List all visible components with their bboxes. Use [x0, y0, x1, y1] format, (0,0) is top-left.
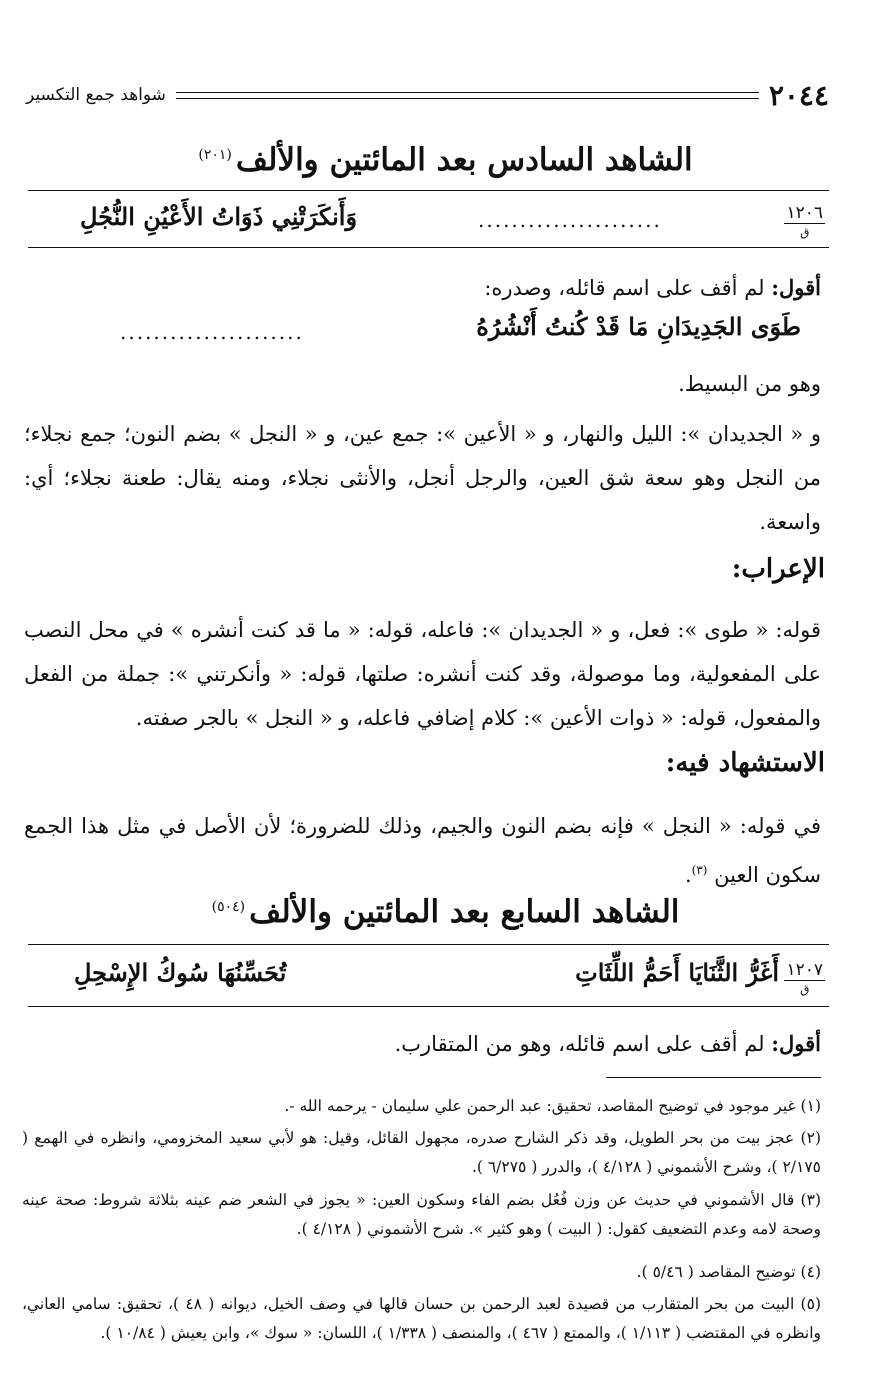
irab-heading: الإعراب: [731, 554, 825, 584]
istishhad-paragraph [24, 804, 821, 897]
verse-rule-top [28, 190, 829, 191]
running-title: شواهد جمع التكسير [26, 85, 166, 105]
verse2-number: ١٢٠٧ [786, 960, 823, 980]
running-header [26, 80, 829, 110]
section2-aqul-label: أقول: [771, 1031, 821, 1056]
verse-dots: ...................... [478, 208, 662, 232]
gloss-paragraph: و « الجديدان »: الليل والنهار، و « الأعين »: جمع عين، و « النجل » بضم النون؛ جمع نجلاء؛ من النجل وهو سعة شق العين، والرجل أنجل، والأنثى نجلاء، ومنه يقال: طعنة نجلاء؛ أي: واسعة. [24, 422, 821, 534]
verse-sadr: طَوَى الجَدِيدَانِ مَا قَدْ كُنتُ أَنْشُرُهُ [476, 312, 801, 341]
section-title [0, 142, 891, 178]
aqul-label: أقول: [771, 275, 821, 300]
section-title-text: الشاهد السادس بعد المائتين والألف [235, 142, 693, 178]
section2-aqul-text: لم أقف على اسم قائله، وهو من المتقارب. [394, 1032, 765, 1056]
page-number: ٢٠٤٤ [768, 78, 829, 112]
istishhad-end: . [684, 863, 692, 887]
istishhad-note: (٣) [691, 863, 708, 877]
verse-ajuz: وَأَنكَرَتْنِي ذَوَاتُ الأَعْيُنِ النُّجُلِ [80, 202, 358, 231]
verse2-number-block [784, 962, 825, 995]
footnote-3: (٣) قال الأشموني في حديث عن وزن فُعُل بضم الفاء وسكون العين: « يجوز في الشعر ضم عينه بثلاثة شروط: صحة عينه وصحة لامه وعدم التضعيف كقول: ( البيت ) وهو كثير ». شرح الأشموني ( ٤/١٢٨ ). [22, 1191, 821, 1238]
section2-intro [24, 1022, 821, 1066]
verse-number-block [784, 205, 825, 238]
verse2-rule-top [28, 944, 829, 945]
footnote-2: (٢) عجز بيت من بحر الطويل، وقد ذكر الشارح صدره، مجهول القائل، وقيل: هو لأبي سعيد المخزومي، وانظره في الهمع ( ٢/١٧٥ )، وشرح الأشموني ( ٤/١٢٨ )، والدرر ( ٦/٢٧٥ ). [22, 1129, 821, 1176]
section2-title [0, 894, 891, 930]
footnote-4: (٤) توضيح المقاصد ( ٥/٤٦ ). [636, 1263, 821, 1281]
section2-title-note: (٥٠٤) [211, 898, 246, 915]
verse2-q: ق [800, 982, 810, 996]
istishhad-heading: الاستشهاد فيه: [665, 748, 825, 778]
section2-title-text: الشاهد السابع بعد المائتين والألف [249, 894, 680, 930]
footnote-rule [606, 1077, 821, 1078]
verse-q: ق [800, 225, 810, 239]
sadr-dots: ...................... [120, 320, 304, 344]
meter-line: وهو من البسيط. [678, 372, 821, 396]
footnote-1: (١) غير موجود في توضيح المقاصد، تحقيق: عبد الرحمن علي سليمان - يرحمه الله -. [284, 1097, 821, 1115]
verse-rule-bottom [28, 247, 829, 248]
verse2-sadr: أَغَرُّ الثَّنَايَا أَحَمُّ اللِّثَاتِ [575, 958, 779, 987]
verse2-ajuz: تُحَسِّنُهَا سُوكُ الإِسْحِلِ [74, 958, 287, 987]
istishhad-text: في قوله: « النجل » فإنه بضم النون والجيم، وذلك للضرورة؛ لأن الأصل في مثل هذا الجمع سكون العين [24, 814, 821, 887]
header-rule [176, 92, 759, 99]
footnote-5: (٥) البيت من بحر المتقارب من قصيدة لعبد الرحمن بن حسان قالها في وصف الخيل، ديوانه ( ٤٨ )، تحقيق: سامي العاني، وانظره في المقتضب ( ١/١١٣ )، والممتع ( ٤٦٧ )، والمنصف ( ١/٣٣٨ )، اللسان: « سوك »، وابن يعيش ( ١٠/٨٤ ). [22, 1295, 821, 1342]
verse2-rule-bottom [28, 1006, 829, 1007]
intro-paragraph [24, 266, 821, 310]
aqul-text: لم أقف على اسم قائله، وصدره: [484, 276, 765, 300]
section-title-note: (٢٠١) [198, 146, 232, 163]
verse-number: ١٢٠٦ [786, 203, 823, 223]
irab-paragraph: قوله: « طوى »: فعل، و « الجديدان »: فاعله، قوله: « ما قد كنت أنشره » في محل النصب على المفعولية، وما موصولة، وقد كنت أنشره: صلتها، قوله: « وأنكرتني »: جملة من الفعل والمفعول، قوله: « ذوات الأعين »: كلام إضافي فاعله، و « النجل » بالجر صفته. [24, 618, 821, 730]
